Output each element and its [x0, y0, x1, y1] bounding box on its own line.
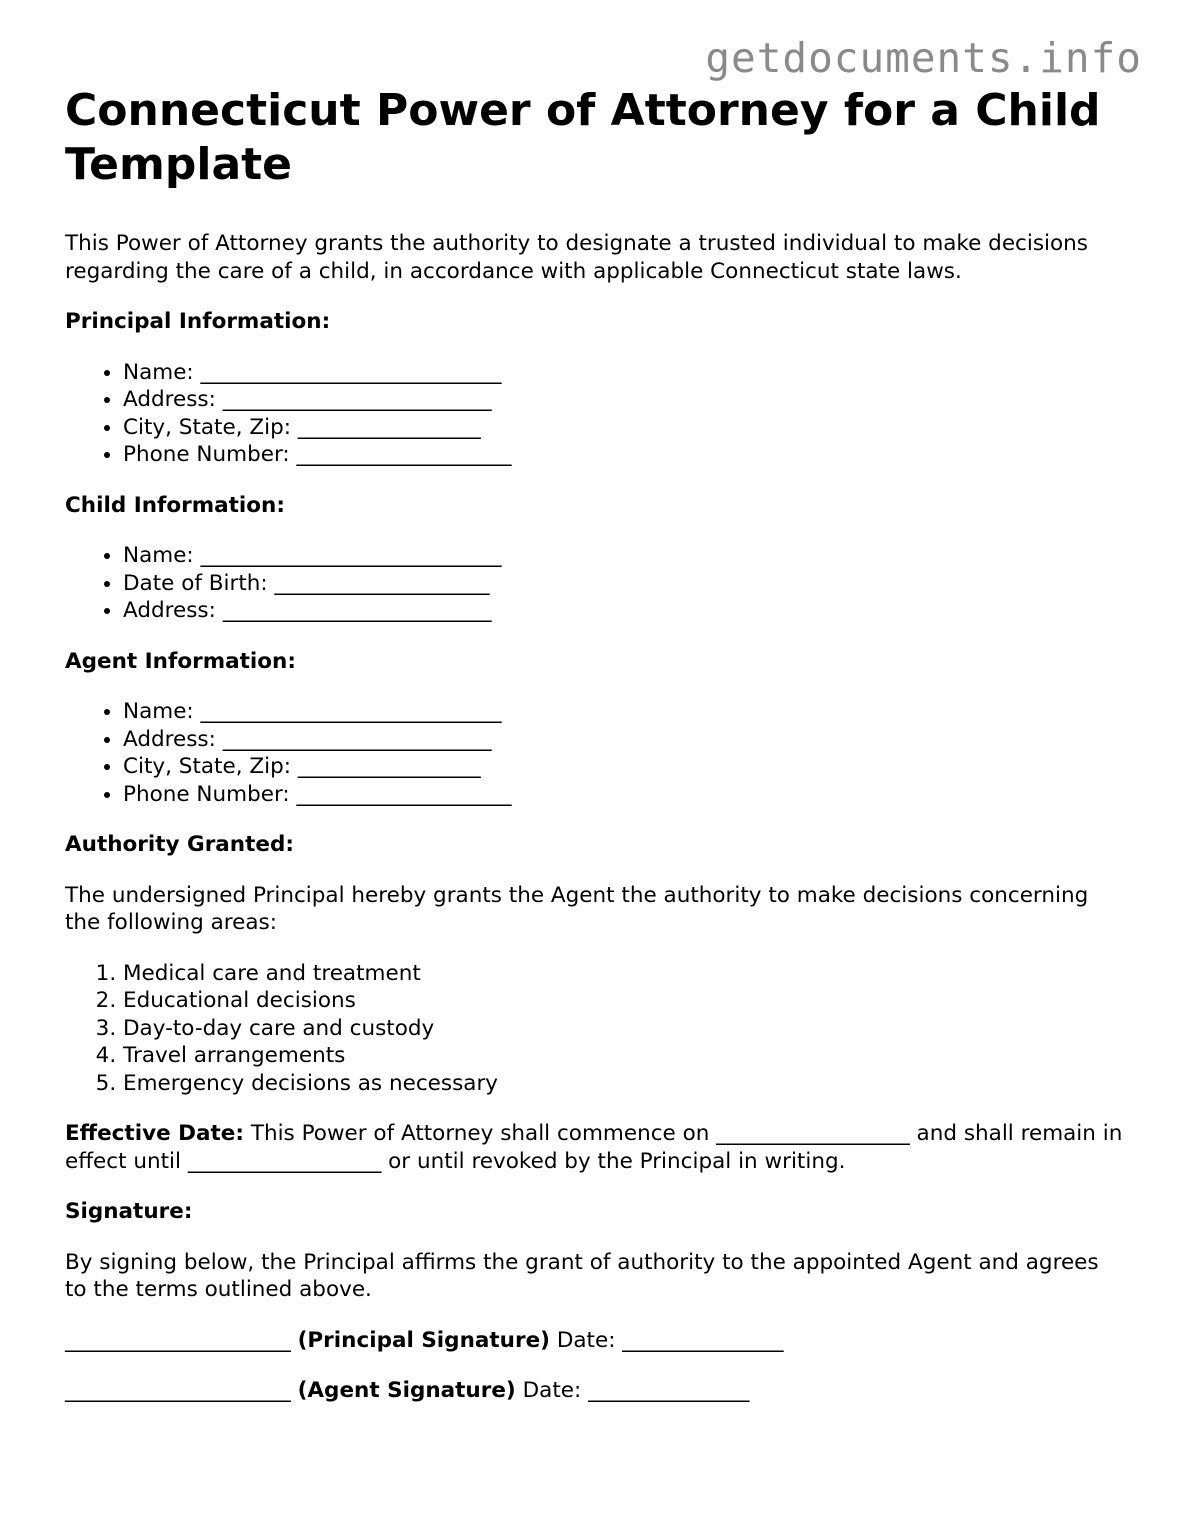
agent-phone-field: • Phone Number: ____________________	[123, 781, 1125, 809]
signature-heading: Signature:	[65, 1199, 193, 1224]
principal-signature-blank: _____________________	[65, 1327, 298, 1353]
effective-date-paragraph	[65, 1120, 1125, 1175]
authority-item: 4. Travel arrangements	[123, 1042, 1125, 1070]
agent-name-field: • Name: ____________________________	[123, 698, 1125, 726]
child-fields-list	[65, 542, 1125, 625]
authority-list	[65, 960, 1125, 1098]
child-name-field: • Name: ____________________________	[123, 542, 1125, 570]
signature-paragraph: By signing below, the Principal affirms the grant of authority to the appointed Agent and agrees to the terms outlined above.	[65, 1249, 1099, 1302]
document-page	[65, 84, 1125, 1428]
principal-name-field: • Name: ____________________________	[123, 359, 1125, 387]
child-heading: Child Information:	[65, 492, 285, 518]
agent-signature-blank: _____________________	[65, 1378, 298, 1403]
principal-signature-date: Date: _______________	[549, 1327, 784, 1353]
principal-phone-field: • Phone Number: ____________________	[123, 441, 1125, 469]
authority-item: 3. Day-to-day care and custody	[123, 1015, 1125, 1043]
principal-city-field: • City, State, Zip: _________________	[123, 414, 1125, 442]
agent-city-field: • City, State, Zip: _________________	[123, 753, 1125, 781]
watermark: getdocuments.info	[705, 34, 1142, 82]
agent-fields-list	[65, 698, 1125, 808]
authority-item: 5. Emergency decisions as necessary	[123, 1070, 1125, 1098]
effective-date-label: Effective Date:	[65, 1121, 244, 1146]
authority-item: 1. Medical care and treatment	[123, 960, 1125, 988]
agent-signature-date: Date: _______________	[515, 1378, 750, 1403]
agent-signature-line	[65, 1377, 1125, 1405]
document-title: Connecticut Power of Attorney for a Child Template	[65, 85, 1101, 190]
child-address-field: • Address: _________________________	[123, 597, 1125, 625]
principal-signature-line	[65, 1327, 1125, 1355]
intro-paragraph: This Power of Attorney grants the authority to designate a trusted individual to make decisions regarding the care of a child, in accordance with applicable Connecticut state laws.	[65, 231, 1089, 284]
authority-paragraph: The undersigned Principal hereby grants the Agent the authority to make decisions concerning the following areas:	[65, 882, 1089, 935]
principal-heading: Principal Information:	[65, 309, 331, 334]
agent-address-field: • Address: _________________________	[123, 726, 1125, 754]
child-dob-field: • Date of Birth: ____________________	[123, 570, 1125, 598]
principal-fields-list	[65, 359, 1125, 469]
agent-heading: Agent Information:	[65, 648, 296, 674]
authority-heading: Authority Granted:	[65, 832, 294, 857]
principal-signature-label: (Principal Signature)	[297, 1327, 550, 1353]
authority-item: 2. Educational decisions	[123, 987, 1125, 1015]
principal-address-field: • Address: _________________________	[123, 386, 1125, 414]
effective-date-text: This Power of Attorney shall commence on __________________ and shall remain in effect until __________________ or until revoked by the Principal in writing.	[65, 1121, 1123, 1174]
agent-signature-label: (Agent Signature)	[297, 1378, 516, 1403]
